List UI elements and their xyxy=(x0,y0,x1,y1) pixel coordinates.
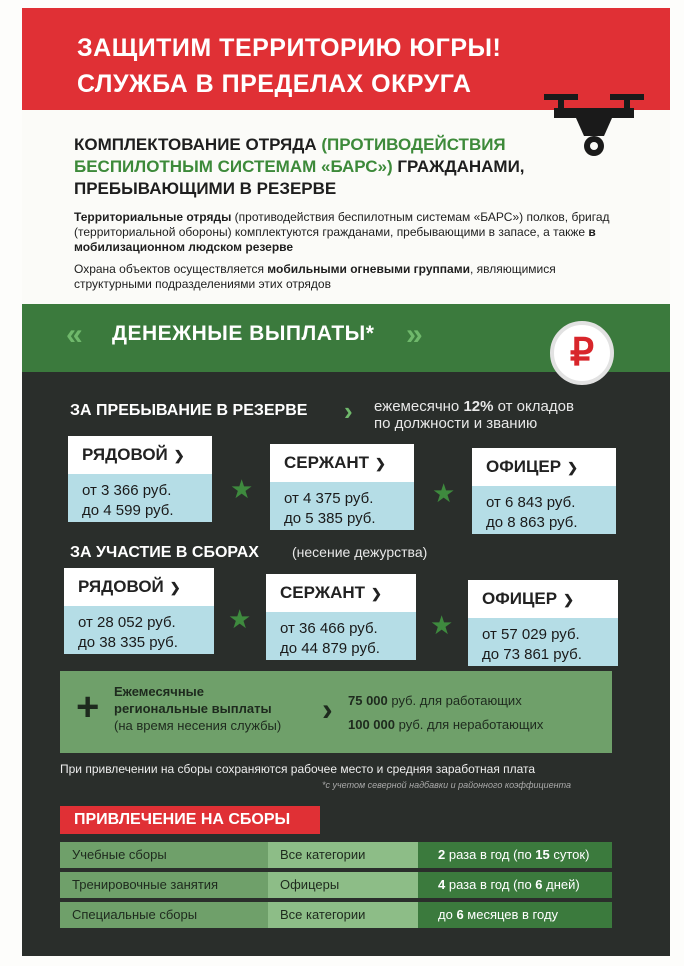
regional-line-1: Ежемесячные xyxy=(114,684,204,699)
amount-from: от 6 843 руб. xyxy=(486,494,576,511)
freq-b1: 2 xyxy=(438,847,446,862)
amount-to: до 4 599 руб. xyxy=(82,502,174,519)
rank-label: РЯДОВОЙ xyxy=(78,577,164,596)
chevron-down-icon: ❯ xyxy=(173,448,185,463)
cell-category: Офицеры xyxy=(268,872,418,898)
freq-a: до xyxy=(438,907,457,922)
asterisk-note: *с учетом северной надбавки и районного коэффициента xyxy=(322,780,571,790)
reserve-card-private xyxy=(68,436,212,522)
intro-part-2: (ПРОТИВОДЕЙСТВИЯ БЕСПИЛОТНЫМ СИСТЕМАМ «БАРС») xyxy=(74,135,506,176)
reserve-note-line2: по должности и званию xyxy=(374,415,538,432)
amount-to: до 8 863 руб. xyxy=(486,514,578,531)
training-card-private xyxy=(64,568,214,654)
amount-text: руб. для неработающих xyxy=(395,717,544,732)
table-row xyxy=(60,872,612,898)
amount-from: от 3 366 руб. xyxy=(82,482,172,499)
para2-bold-a: мобильными огневыми группами xyxy=(267,262,470,276)
cell-category: Все категории xyxy=(268,842,418,868)
cell-type: Специальные сборы xyxy=(60,902,268,928)
rank-label: ОФИЦЕР xyxy=(486,457,562,476)
freq-b1: 6 xyxy=(456,907,464,922)
freq-b2: 15 xyxy=(535,847,550,862)
cell-frequency xyxy=(418,842,612,868)
para1-text-a: (противодействия беспилотным системам «БАРС») полков, бригад (территориальной обороны) комплектуются гражданами, пребывающими в запасе, а также xyxy=(74,210,610,239)
chevron-left-icon: « xyxy=(66,318,83,351)
plus-icon: + xyxy=(76,685,100,729)
amount: 75 000 xyxy=(348,693,388,708)
amount-from: от 57 029 руб. xyxy=(482,626,580,643)
training-card-officer xyxy=(468,580,618,666)
freq-c: месяцев в году xyxy=(463,907,559,922)
footnote: При привлечении на сборы сохраняются рабочее место и средняя заработная плата xyxy=(60,762,536,776)
table-row xyxy=(60,902,612,928)
rank-label: ОФИЦЕР xyxy=(482,589,558,608)
amount-to: до 38 335 руб. xyxy=(78,634,178,651)
chevron-down-icon: ❯ xyxy=(563,592,574,607)
cell-frequency xyxy=(418,902,612,928)
para2-text-b: , являющимися структурными подразделениями этих отрядов xyxy=(74,262,556,291)
leaflet xyxy=(22,8,670,956)
freq-b2: 6 xyxy=(535,877,543,892)
regional-payments-box xyxy=(60,671,612,753)
reserve-title: ЗА ПРЕБЫВАНИЕ В РЕЗЕРВЕ xyxy=(70,402,308,419)
reserve-note xyxy=(374,398,574,432)
cell-category: Все категории xyxy=(268,902,418,928)
cell-type: Тренировочные занятия xyxy=(60,872,268,898)
intro-part-3: ГРАЖДАНАМИ, ПРЕБЫВАЮЩИМИ В РЕЗЕРВЕ xyxy=(74,157,525,198)
reserve-note-a: ежемесячно xyxy=(374,398,464,415)
chevron-down-icon: ❯ xyxy=(169,580,181,595)
star-icon: ★ xyxy=(432,478,456,508)
amount-text: руб. для работающих xyxy=(387,693,522,708)
regional-amount-working xyxy=(348,693,522,708)
freq-d: суток) xyxy=(549,847,590,862)
title-line-2: СЛУЖБА В ПРЕДЕЛАХ ОКРУГА xyxy=(77,70,472,98)
freq-d: дней) xyxy=(542,877,580,892)
paragraph-guard xyxy=(74,262,634,292)
regional-label xyxy=(114,683,281,734)
chevron-right-icon: » xyxy=(406,318,423,351)
amount-from: от 4 375 руб. xyxy=(284,490,374,507)
chevron-down-icon: ❯ xyxy=(375,456,386,471)
training-card-sergeant xyxy=(266,574,416,660)
amount-to: до 73 861 руб. xyxy=(482,646,582,663)
title-line-1: ЗАЩИТИМ ТЕРРИТОРИЮ ЮГРЫ! xyxy=(77,34,502,62)
amount: 100 000 xyxy=(348,717,395,732)
rank-label: СЕРЖАНТ xyxy=(284,453,370,472)
reserve-card-sergeant xyxy=(270,444,414,530)
training-note: (несение дежурства) xyxy=(292,544,428,560)
arrow-right-icon: › xyxy=(322,691,333,727)
rank-label: СЕРЖАНТ xyxy=(280,583,366,602)
attraction-title: ПРИВЛЕЧЕНИЕ НА СБОРЫ xyxy=(60,806,320,834)
amount-from: от 28 052 руб. xyxy=(78,614,176,631)
cell-frequency xyxy=(418,872,612,898)
freq-c: раза в год (по xyxy=(445,847,536,862)
reserve-note-pct: 12% xyxy=(463,398,494,415)
amount-from: от 36 466 руб. xyxy=(280,620,378,637)
payments-title: ДЕНЕЖНЫЕ ВЫПЛАТЫ* xyxy=(112,322,375,345)
para1-bold-b: в мобилизационном людском резерве xyxy=(74,225,596,254)
intro-part-1: КОМПЛЕКТОВАНИЕ ОТРЯДА xyxy=(74,135,322,154)
para1-bold-a: Территориальные отряды xyxy=(74,210,232,224)
star-icon: ★ xyxy=(230,474,254,504)
intro-heading xyxy=(74,134,594,200)
regional-line-2: региональные выплаты xyxy=(114,701,272,716)
amount-to: до 44 879 руб. xyxy=(280,640,380,657)
para2-text-a: Охрана объектов осуществляется xyxy=(74,262,268,276)
chevron-down-icon: ❯ xyxy=(371,586,382,601)
regional-line-3: (на время несения службы) xyxy=(114,718,282,733)
cell-type: Учебные сборы xyxy=(60,842,268,868)
rank-label: РЯДОВОЙ xyxy=(82,445,168,464)
regional-amount-nonworking xyxy=(348,717,543,732)
freq-b1: 4 xyxy=(438,877,446,892)
ruble-icon: ₽ xyxy=(550,321,614,385)
reserve-card-officer xyxy=(472,448,616,534)
paragraph-units xyxy=(74,210,634,255)
amount-to: до 5 385 руб. xyxy=(284,510,376,527)
reserve-note-b: от окладов xyxy=(493,398,574,415)
star-icon: ★ xyxy=(430,610,454,640)
chevron-down-icon: ❯ xyxy=(567,460,578,475)
arrow-right-icon: › xyxy=(344,396,353,426)
freq-c: раза в год (по xyxy=(445,877,536,892)
training-title: ЗА УЧАСТИЕ В СБОРАХ xyxy=(70,544,259,561)
star-icon: ★ xyxy=(228,604,252,634)
table-row xyxy=(60,842,612,868)
